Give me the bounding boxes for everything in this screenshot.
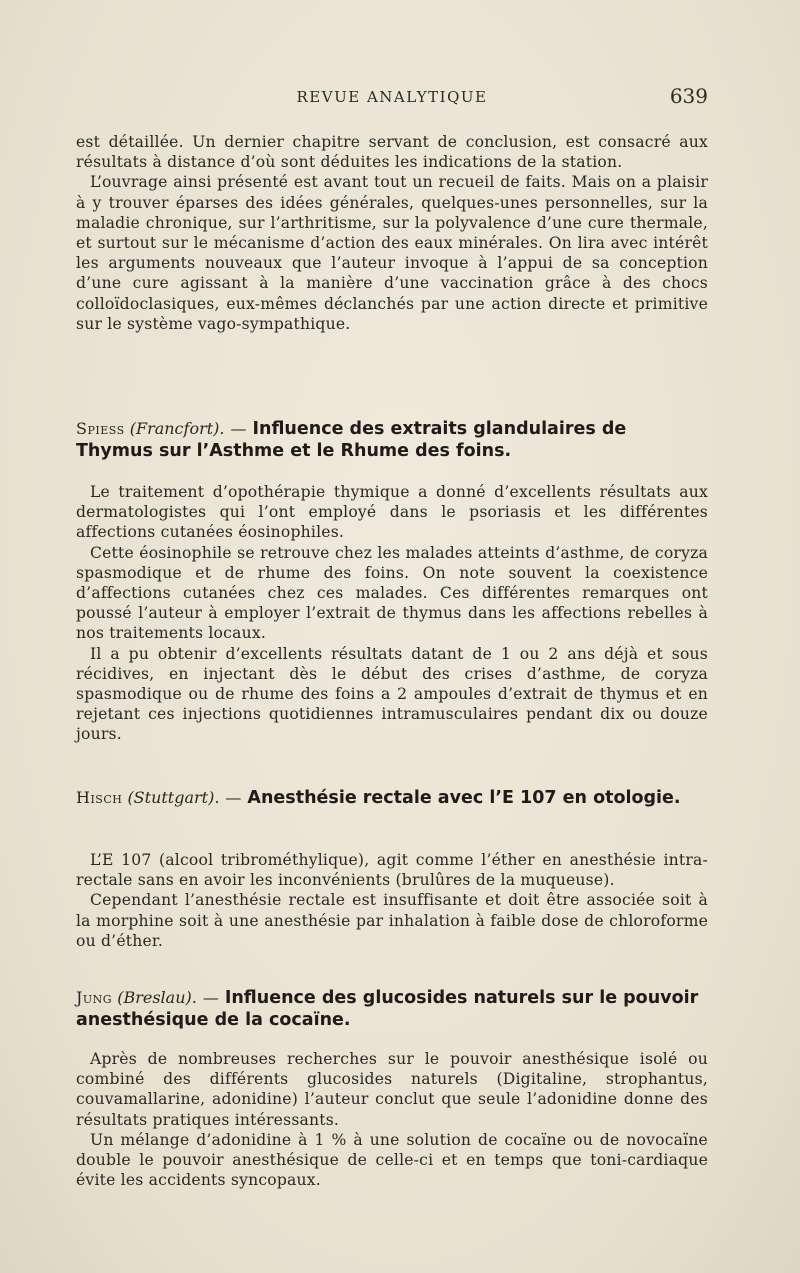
entry-paragraph: Un mélange d’adonidine à 1 % à une solution de cocaïne ou de novocaïne double le pouvoir anesthésique de celle-ci et en temps que toni-cardiaque évite les accidents syncopaux. — [76, 1130, 708, 1190]
entry-paragraph: L’E 107 (alcool tribrométhylique), agit comme l’éther en anesthésie intra-rectale sans en avoir les inconvénients (brulûres de la muqueuse). — [76, 851, 708, 890]
entry-dash: — — [230, 419, 247, 438]
entry-heading — [76, 987, 708, 1031]
intro-text — [76, 132, 708, 334]
entry-body — [76, 482, 708, 745]
intro-paragraph: est détaillée. Un dernier chapitre servant de conclusion, est consacré aux résultats à distance d’où sont déduites les indications de la station. — [76, 133, 708, 172]
page-header — [76, 84, 708, 112]
entry-paragraph: Cette éosinophile se retrouve chez les malades atteints d’asthme, de coryza spasmodique et de rhume des foins. On note souvent la coexistence d’affections cutanées chez ces malades. Ces différentes remarques ont poussé l’auteur à employer l’extrait de thymus dans les affections rebelles à nos traitements locaux. — [76, 543, 708, 643]
entry-body — [76, 850, 708, 951]
entry-paragraph: Après de nombreuses recherches sur le pouvoir anesthésique isolé ou combiné des différents glucosides naturels (Digitaline, strophantus, couvamallarine, adonidine) l’auteur conclut que seule l’adonidine donne des résultats pratiques intéressants. — [76, 1050, 708, 1129]
entry-paragraph: Cependant l’anesthésie rectale est insuffisante et doit être associée soit à la morphine soit à une anesthésie par inhalation à faible dose de chloroforme ou d’éther. — [76, 891, 708, 950]
entry-dash: — — [225, 788, 242, 807]
entry-city: (Francfort). — [129, 419, 225, 438]
entry-title: Influence des glucosides naturels sur le pouvoir anesthésique de la cocaïne. — [76, 988, 699, 1030]
entry-body — [76, 1049, 708, 1190]
entry-dash: — — [202, 988, 219, 1007]
entry-heading — [76, 418, 708, 462]
entry-title: Anesthésie rectale avec l’E 107 en otologie. — [247, 788, 681, 808]
entry-title: Influence des extraits glandulaires de Thymus sur l’Asthme et le Rhume des foins. — [76, 419, 627, 461]
running-head: REVUE ANALYTIQUE — [296, 88, 488, 106]
entry-paragraph: Il a pu obtenir d’excellents résultats datant de 1 ou 2 ans déjà et sous récidives, en injectant dès le début des crises d’asthme, de coryza spasmodique ou de rhume des foins a 2 ampoules d’extrait de thymus et en rejetant ces injections quotidiennes intramusculaires pendant dix ou douze jours. — [76, 644, 708, 744]
intro-paragraph: L’ouvrage ainsi présenté est avant tout un recueil de faits. Mais on a plaisir à y trouver éparses des idées générales, quelques-unes personnelles, sur la maladie chronique, sur l’arthritisme, sur la polyvalence d’une cure thermale, et surtout sur le mécanisme d’action des eaux minérales. On lira avec intérêt les arguments nouveaux que l’auteur invoque à l’appui de sa conception d’une cure agissant à la manière d’une vaccination grâce à des chocs colloïdoclasiques, eux-mêmes déclanchés par une action directe et primitive sur le système vago-sympathique. — [76, 173, 708, 333]
entry-author: Jung — [76, 988, 113, 1007]
entry-heading — [76, 787, 708, 809]
entry-city: (Stuttgart). — [127, 788, 220, 807]
entry-author: Spiess — [76, 419, 125, 438]
entry-paragraph: Le traitement d’opothérapie thymique a donné d’excellents résultats aux dermatologistes qui l’ont employé dans le psoriasis et les différentes affections cutanées éosinophiles. — [76, 483, 708, 542]
entry-city: (Breslau). — [117, 988, 197, 1007]
page-number: 639 — [669, 84, 708, 108]
entry-author: Hisch — [76, 788, 123, 807]
